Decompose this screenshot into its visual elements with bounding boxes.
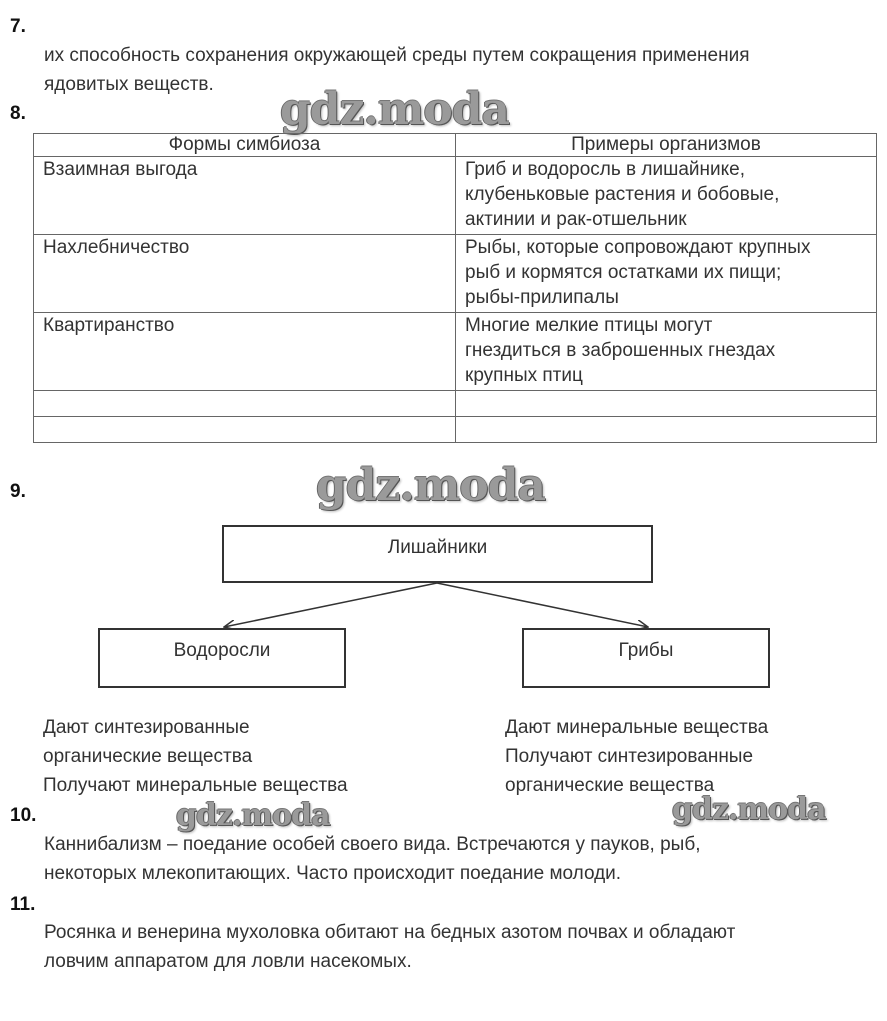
fungi-description xyxy=(505,713,768,800)
cell-line: крупных птиц xyxy=(465,365,583,386)
diagram-right-label: Грибы xyxy=(618,640,674,661)
watermark: gdz.moda xyxy=(280,84,510,135)
answer-10-line: некоторых млекопитающих. Часто происходит поедание молоди. xyxy=(44,863,622,884)
watermark: gdz.moda xyxy=(316,460,546,511)
watermark: gdz.moda xyxy=(672,792,826,827)
table-cell-form: Нахлебничество xyxy=(34,235,456,313)
algae-line: Дают синтезированные xyxy=(43,717,250,738)
arrow-to-fungi xyxy=(437,583,648,627)
algae-description xyxy=(43,713,348,800)
question-number-9: 9. xyxy=(10,481,26,502)
table-header-examples: Примеры организмов xyxy=(456,134,877,157)
question-number-11: 11. xyxy=(10,894,36,915)
algae-line: органические вещества xyxy=(43,746,253,767)
question-number-8: 8. xyxy=(10,103,26,124)
algae-line: Получают минеральные вещества xyxy=(43,775,348,796)
diagram-left-label: Водоросли xyxy=(173,640,271,661)
question-number-7: 7. xyxy=(10,16,26,37)
cell-line: рыб и кормятся остатками их пищи; xyxy=(465,262,782,283)
cell-line: рыбы-прилипалы xyxy=(465,287,619,308)
answer-10 xyxy=(44,830,701,888)
diagram-right-box xyxy=(522,628,770,688)
answer-7-line: их способность сохранения окружающей среды путем сокращения применения xyxy=(44,45,750,66)
watermark: gdz.moda xyxy=(176,798,330,833)
answer-11-line: Росянка и венерина мухоловка обитают на бедных азотом почвах и обладают xyxy=(44,922,736,943)
answer-11 xyxy=(44,918,735,976)
table-header-forms: Формы симбиоза xyxy=(34,134,456,157)
arrow-to-algae xyxy=(224,583,437,627)
answer-11-line: ловчим аппаратом для ловли насекомых. xyxy=(44,951,412,972)
cell-line: гнездиться в заброшенных гнездах xyxy=(465,340,776,361)
cell-line: актинии и рак-отшельник xyxy=(465,209,687,230)
cell-line: клубеньковые растения и бобовые, xyxy=(465,184,780,205)
answer-10-line: Каннибализм – поедание особей своего вида. Встречаются у пауков, рыб, xyxy=(44,834,701,855)
fungi-line: органические вещества xyxy=(505,775,715,796)
cell-line: Рыбы, которые сопровождают крупных xyxy=(465,237,811,258)
table-cell-form: Взаимная выгода xyxy=(34,157,456,235)
answer-7-line: ядовитых веществ. xyxy=(44,74,214,95)
question-number-10: 10. xyxy=(10,805,37,826)
cell-line: Многие мелкие птицы могут xyxy=(465,315,713,336)
table-cell-form: Квартиранство xyxy=(34,313,456,391)
fungi-line: Получают синтезированные xyxy=(505,746,754,767)
cell-line: Гриб и водоросль в лишайнике, xyxy=(465,159,746,180)
diagram-root-label: Лишайники xyxy=(387,537,488,558)
fungi-line: Дают минеральные вещества xyxy=(505,717,769,738)
diagram-left-box xyxy=(98,628,346,688)
